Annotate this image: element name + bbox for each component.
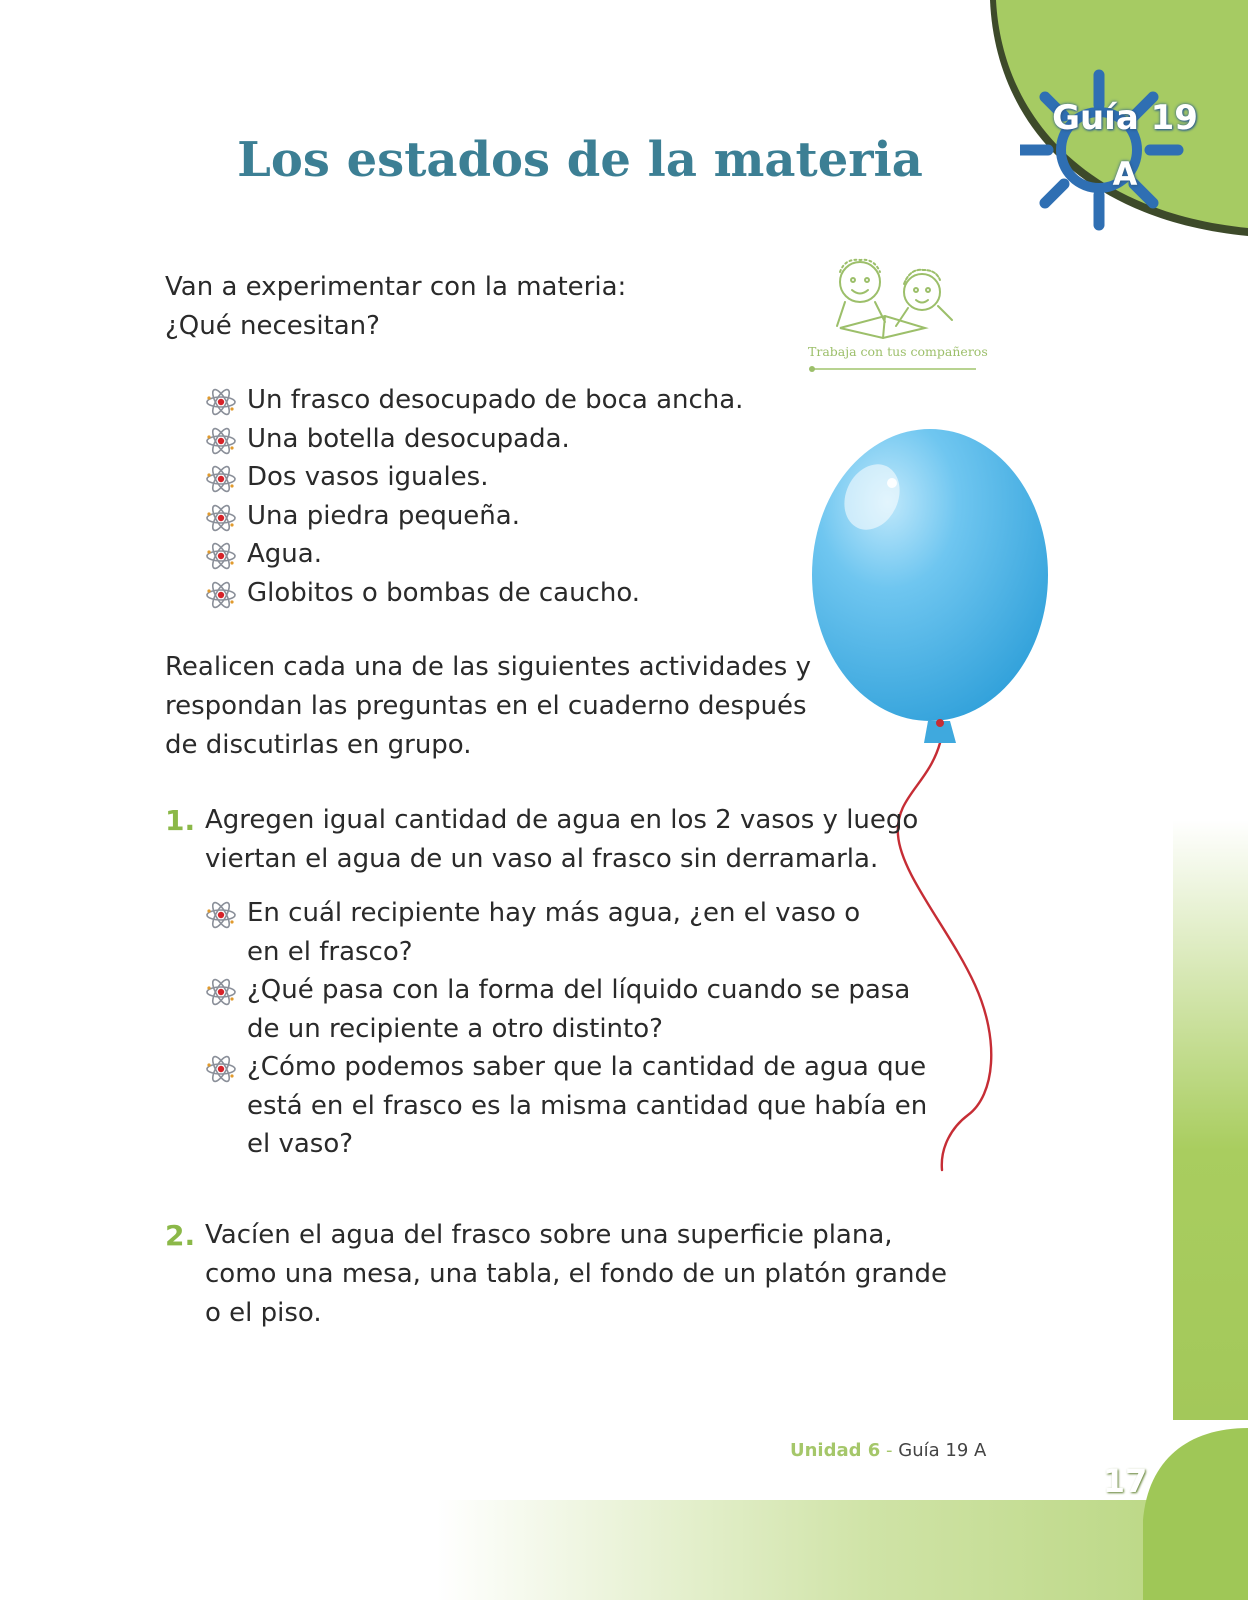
- page-title: Los estados de la materia: [237, 132, 923, 188]
- footer-unit: Unidad 6: [790, 1440, 881, 1461]
- activity-number: 2.: [165, 1219, 196, 1252]
- activity-1-questions: [205, 894, 945, 1164]
- material-text: Una piedra pequeña.: [247, 500, 520, 531]
- material-text: Un frasco desocupado de boca ancha.: [247, 385, 744, 415]
- footer-separator: -: [886, 1440, 893, 1461]
- intro-line: Van a experimentar con la materia:: [165, 272, 627, 302]
- atom-bullet-icon: [205, 540, 237, 572]
- footer-guide: Guía 19 A: [898, 1440, 987, 1461]
- page-number: 17: [1102, 1462, 1148, 1500]
- page-number-tab: [1068, 1420, 1248, 1600]
- activity-text: Agregen igual cantidad de agua en los 2 vasos y luego viertan el agua de un vaso al frasco sin derramarla.: [205, 805, 919, 874]
- list-item: [205, 894, 945, 971]
- atom-bullet-icon: [205, 579, 237, 611]
- side-band-decoration: [1173, 820, 1248, 1420]
- activity-2: [165, 1216, 955, 1333]
- atom-bullet-icon: [205, 463, 237, 495]
- list-item: [205, 458, 805, 497]
- question-text: ¿Qué pasa con la forma del líquido cuando se pasa de un recipiente a otro distinto?: [247, 975, 911, 1044]
- bottom-band-decoration: [0, 1500, 1248, 1600]
- material-text: Agua.: [247, 539, 322, 569]
- atom-bullet-icon: [205, 502, 237, 534]
- materials-list: [205, 381, 805, 612]
- question-text: ¿Cómo podemos saber que la cantidad de agua que está en el frasco es la misma cantidad que había en el vaso?: [247, 1052, 928, 1159]
- question-text: En cuál recipiente hay más agua, ¿en el vaso o en el frasco?: [247, 898, 861, 967]
- list-item: [205, 1048, 945, 1164]
- intro-question: ¿Qué necesitan?: [165, 311, 380, 341]
- material-text: Una botella desocupada.: [247, 423, 570, 454]
- list-item: [205, 971, 945, 1048]
- atom-bullet-icon: [205, 899, 237, 931]
- guide-badge-title: Guía 19: [1052, 98, 1198, 138]
- material-text: Globitos o bombas de caucho.: [247, 577, 641, 608]
- list-item: [205, 497, 805, 536]
- atom-bullet-icon: [205, 976, 237, 1008]
- atom-bullet-icon: [205, 386, 237, 418]
- list-item: [205, 535, 805, 574]
- list-item: [205, 574, 805, 613]
- instructions-paragraph: Realicen cada una de las siguientes actividades y respondan las preguntas en el cuaderno después de discutirlas en grupo.: [165, 652, 811, 760]
- list-item: [205, 381, 805, 420]
- intro-text: [165, 268, 805, 346]
- activity-text: Vacíen el agua del frasco sobre una superficie plana, como una mesa, una tabla, el fondo de un platón grande o el piso.: [205, 1220, 947, 1328]
- activity-number: 1.: [165, 804, 196, 837]
- atom-bullet-icon: [205, 1053, 237, 1085]
- activity-1: [165, 801, 955, 879]
- footer-unit-label: [790, 1440, 986, 1461]
- list-item: [205, 420, 805, 459]
- material-text: Dos vasos iguales.: [247, 462, 489, 492]
- guide-badge-letter: A: [1112, 155, 1138, 193]
- teamwork-label: Trabaja con tus compañeros: [808, 344, 988, 359]
- atom-bullet-icon: [205, 425, 237, 457]
